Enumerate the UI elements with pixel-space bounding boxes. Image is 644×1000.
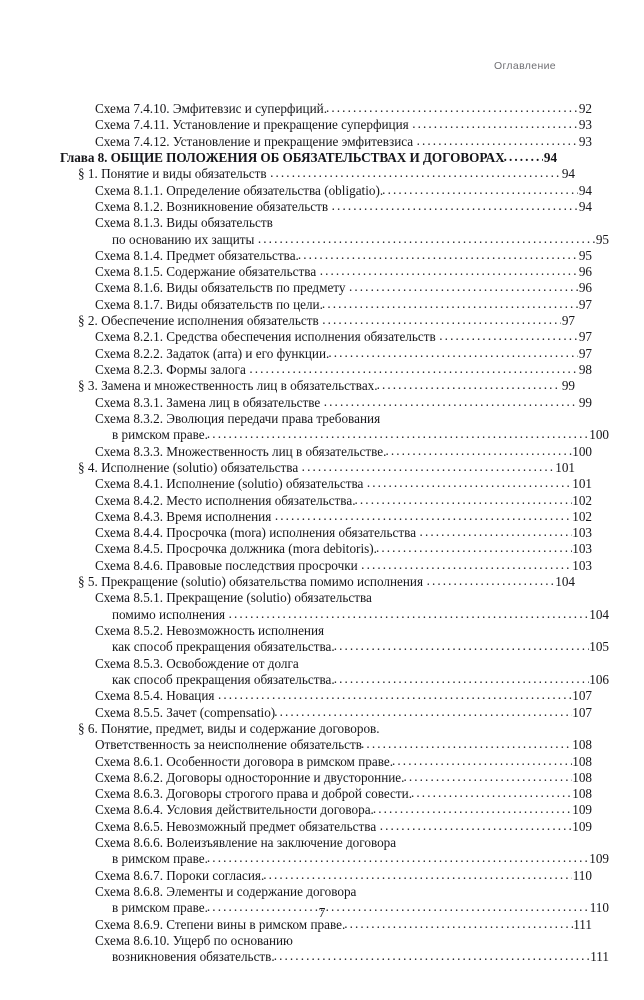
toc-entry-page-number: 96 — [578, 280, 592, 296]
dot-leader — [322, 312, 561, 328]
dot-leader — [322, 296, 578, 312]
toc-entry-page-number: 94 — [578, 198, 592, 214]
dot-leader — [361, 557, 572, 573]
dot-leader — [427, 573, 555, 589]
toc-entry-label: Схема 8.6.8. Элементы и содержание договора — [95, 884, 357, 899]
table-of-contents — [60, 101, 609, 966]
dot-leader — [328, 345, 578, 361]
dot-leader — [274, 704, 572, 720]
toc-entry-label: Схема 8.4.3. Время исполнения — [95, 508, 272, 524]
toc-entry[interactable] — [60, 574, 575, 590]
toc-entry[interactable] — [60, 427, 609, 443]
toc-entry-label: Схема 8.1.5. Содержание обязательства — [95, 264, 317, 280]
toc-entry-label: § 1. Понятие и виды обязательств — [78, 166, 267, 182]
toc-entry-page-number: 98 — [578, 362, 592, 377]
toc-entry-page-number: 99 — [578, 394, 592, 410]
toc-entry-label: помимо исполнения — [112, 606, 226, 622]
dot-leader — [382, 182, 578, 198]
toc-entry-page-number: 94 — [543, 149, 557, 165]
toc-entry-page-number: 102 — [572, 492, 592, 508]
toc-entry-label: Схема 8.6.2. Договоры односторонние и двусторонние. — [95, 769, 405, 785]
toc-entry[interactable] — [60, 232, 609, 248]
toc-entry[interactable] — [60, 280, 592, 296]
dot-leader — [326, 100, 578, 116]
toc-entry-page-number: 100 — [572, 443, 592, 459]
toc-entry-label: Схема 8.6.5. Невозможный предмет обязательства — [95, 818, 377, 834]
dot-leader — [403, 769, 571, 785]
toc-entry-page-number: 93 — [578, 133, 592, 149]
toc-entry-page-number: 107 — [572, 688, 592, 704]
toc-entry[interactable] — [60, 117, 592, 133]
toc-entry-label: возникновения обязательств. — [112, 949, 275, 965]
toc-entry-label: Схема 7.4.12. Установление и прекращение эмфитевзиса — [95, 133, 414, 149]
toc-entry[interactable] — [60, 101, 592, 117]
toc-entry-label: по основанию их защиты — [112, 231, 255, 247]
toc-entry-page-number: 108 — [572, 753, 592, 769]
toc-entry-label: Схема 8.3.2. Эволюция передачи права требования — [95, 410, 381, 426]
toc-entry-page-number: 106 — [589, 671, 609, 687]
toc-entry-label: Схема 8.6.1. Особенности договора в римском праве. — [95, 753, 394, 769]
toc-entry-label: § 5. Прекращение (solutio) обязательства помимо исполнения — [78, 574, 424, 590]
toc-entry[interactable] — [60, 329, 592, 345]
toc-entry-label: как способ прекращения обязательства. — [112, 639, 335, 655]
toc-entry-page-number: 109 — [572, 802, 592, 818]
dot-leader — [349, 279, 578, 295]
toc-entry-label: в римском праве. — [112, 851, 208, 867]
toc-entry-page-number: 108 — [572, 786, 592, 802]
toc-entry-page-number: 111 — [590, 949, 609, 965]
toc-entry-page-number: 109 — [589, 851, 609, 867]
dot-leader — [417, 133, 579, 149]
toc-entry[interactable] — [60, 721, 575, 737]
toc-entry-page-number: 95 — [595, 231, 609, 247]
toc-entry-label: § 3. Замена и множественность лиц в обязательствах. — [78, 378, 378, 394]
toc-entry-page-number: 109 — [572, 818, 592, 834]
dot-leader — [377, 377, 562, 393]
toc-entry-label: Схема 8.6.9. Степени вины в римском праве. — [95, 916, 346, 932]
toc-entry[interactable] — [60, 297, 592, 313]
toc-entry[interactable] — [60, 590, 592, 606]
toc-entry-label: Глава 8. ОБЩИЕ ПОЛОЖЕНИЯ ОБ ОБЯЗАТЕЛЬСТВАХ И ДОГОВОРАХ — [60, 149, 505, 165]
toc-entry-page-number: 100 — [589, 427, 609, 443]
dot-leader — [332, 198, 579, 214]
toc-entry-label: Схема 8.4.2. Место исполнения обязательства. — [95, 492, 356, 508]
toc-entry-label: Схема 8.5.2. Невозможность исполнения — [95, 623, 325, 638]
toc-entry-page-number: 92 — [578, 101, 592, 116]
dot-leader — [258, 231, 595, 247]
toc-entry[interactable] — [60, 248, 592, 264]
toc-entry[interactable] — [60, 819, 592, 835]
toc-entry[interactable] — [60, 183, 592, 199]
toc-entry[interactable] — [60, 346, 592, 362]
toc-entry[interactable] — [60, 150, 557, 166]
toc-entry-label: Схема 8.2.1. Средства обеспечения исполнения обязательств — [95, 329, 436, 345]
toc-entry-page-number: 111 — [573, 916, 592, 932]
dot-leader — [324, 394, 579, 410]
toc-entry[interactable] — [60, 199, 592, 215]
running-header: Оглавление — [493, 60, 556, 72]
dot-leader — [218, 687, 572, 703]
toc-entry-label: Схема 7.4.11. Установление и прекращение суперфиция — [95, 117, 409, 133]
toc-entry[interactable] — [60, 476, 592, 492]
toc-entry[interactable] — [60, 558, 592, 574]
toc-entry[interactable] — [60, 623, 592, 639]
toc-entry[interactable] — [60, 656, 592, 672]
toc-entry-label: Схема 8.1.2. Возникновение обязательств — [95, 198, 329, 214]
page-folio: 7 — [318, 905, 326, 920]
toc-entry[interactable] — [60, 851, 609, 867]
dot-leader — [373, 801, 572, 817]
toc-entry[interactable] — [60, 770, 592, 786]
toc-entry-page-number: 104 — [555, 574, 575, 590]
dot-leader — [385, 443, 571, 459]
toc-entry[interactable] — [60, 607, 609, 623]
toc-entry-label: Схема 8.6.4. Условия действительности договора. — [95, 802, 374, 818]
dot-leader — [249, 361, 578, 377]
dot-leader — [392, 753, 572, 769]
toc-entry-label: как способ прекращения обязательства. — [112, 671, 335, 687]
toc-entry-page-number: 110 — [589, 900, 609, 916]
dot-leader — [355, 492, 572, 508]
dot-leader — [320, 263, 579, 279]
toc-entry-label: § 4. Исполнение (solutio) обязательства — [78, 459, 299, 475]
toc-entry[interactable] — [60, 639, 609, 655]
dot-leader — [275, 508, 572, 524]
dot-leader — [270, 165, 561, 181]
toc-entry-label: Схема 8.6.6. Волеизъявление на заключение договора — [95, 835, 397, 851]
toc-entry-label: Схема 8.3.3. Множественность лиц в обязательстве. — [95, 443, 387, 459]
toc-entry-label: § 2. Обеспечение исполнения обязательств — [78, 313, 319, 329]
toc-entry-label: Схема 8.5.3. Освобождение от долга — [95, 655, 299, 671]
toc-entry-label: Схема 8.1.1. Определение обязательства (obligatio). — [95, 182, 384, 198]
toc-entry-label: в римском праве. — [112, 427, 208, 443]
toc-entry-label: Схема 8.1.4. Предмет обязательства. — [95, 247, 299, 263]
toc-entry-label: Схема 8.1.7. Виды обязательств по цели. — [95, 296, 323, 312]
dot-leader — [412, 116, 578, 132]
toc-entry-page-number: 110 — [572, 867, 592, 883]
toc-entry-page-number: 97 — [578, 345, 592, 361]
toc-entry-page-number: 105 — [589, 639, 609, 655]
dot-leader — [302, 459, 555, 475]
dot-leader — [334, 638, 589, 654]
toc-entry-label: Схема 8.4.5. Просрочка должника (mora debitoris). — [95, 541, 377, 557]
toc-entry-page-number: 104 — [589, 606, 609, 622]
toc-entry[interactable] — [60, 933, 592, 949]
toc-entry[interactable] — [60, 754, 592, 770]
dot-leader — [263, 867, 572, 883]
toc-entry-label: в римском праве. — [112, 900, 208, 916]
toc-entry-label: Схема 8.2.2. Задаток (arra) и его функции. — [95, 345, 330, 361]
toc-entry[interactable] — [60, 444, 592, 460]
toc-entry[interactable] — [60, 737, 592, 753]
dot-leader — [298, 247, 578, 263]
dot-leader — [376, 540, 572, 556]
toc-entry[interactable] — [60, 395, 592, 411]
toc-entry[interactable] — [60, 672, 609, 688]
toc-entry-page-number: 97 — [578, 329, 592, 345]
toc-entry[interactable] — [60, 509, 592, 525]
toc-entry[interactable] — [60, 134, 592, 150]
toc-entry-label: Схема 8.3.1. Замена лиц в обязательстве — [95, 394, 321, 410]
toc-entry-label: Схема 8.4.4. Просрочка (mora) исполнения обязательства — [95, 525, 417, 541]
toc-entry[interactable] — [60, 362, 592, 378]
toc-entry-label: § 6. Понятие, предмет, виды и содержание договоров. — [78, 720, 380, 736]
toc-entry[interactable] — [60, 802, 592, 818]
toc-entry-label: Ответственность за неисполнение обязательств — [95, 737, 363, 753]
toc-entry-label: Схема 8.5.5. Зачет (compensatio) — [95, 704, 276, 720]
toc-entry-label: Схема 8.1.6. Виды обязательств по предмету — [95, 280, 346, 296]
toc-entry[interactable] — [60, 688, 592, 704]
toc-entry-label: Схема 8.6.3. Договоры строгого права и доброй совести. — [95, 786, 413, 802]
toc-entry[interactable] — [60, 460, 575, 476]
toc-entry[interactable] — [60, 264, 592, 280]
toc-entry-page-number: 108 — [572, 737, 592, 753]
toc-entry-label: Схема 8.2.3. Формы залога — [95, 362, 246, 377]
toc-entry-page-number: 102 — [572, 508, 592, 524]
toc-entry-page-number: 101 — [572, 476, 592, 492]
dot-leader — [439, 328, 578, 344]
toc-entry-page-number: 101 — [555, 459, 575, 475]
toc-entry[interactable] — [60, 835, 592, 851]
toc-entry-page-number: 107 — [572, 704, 592, 720]
toc-entry-label: Схема 8.1.3. Виды обязательств — [95, 215, 273, 231]
toc-entry[interactable] — [60, 705, 592, 721]
toc-entry-page-number: 97 — [578, 296, 592, 312]
toc-entry-page-number: 99 — [561, 378, 575, 394]
toc-entry[interactable] — [60, 166, 575, 182]
dot-leader — [367, 475, 572, 491]
toc-entry-page-number: 93 — [578, 117, 592, 133]
toc-entry-label: Схема 8.5.1. Прекращение (solutio) обязательства — [95, 590, 372, 606]
toc-entry-page-number: 103 — [572, 525, 592, 541]
dot-leader — [420, 524, 572, 540]
toc-entry[interactable] — [60, 525, 592, 541]
toc-entry-page-number: 97 — [561, 313, 575, 329]
toc-entry[interactable] — [60, 884, 592, 900]
dot-leader — [361, 736, 572, 752]
dot-leader — [334, 671, 589, 687]
toc-entry-page-number: 94 — [578, 182, 592, 198]
dot-leader — [274, 948, 590, 964]
toc-entry[interactable] — [60, 868, 592, 884]
toc-entry[interactable] — [60, 541, 592, 557]
toc-entry[interactable] — [60, 215, 592, 231]
toc-entry-label: Схема 8.4.6. Правовые последствия просрочки — [95, 557, 358, 573]
dot-leader — [207, 426, 589, 442]
dot-leader — [411, 785, 572, 801]
toc-entry-page-number: 108 — [572, 769, 592, 785]
dot-leader — [504, 149, 544, 165]
toc-entry-label: Схема 8.6.7. Пороки согласия. — [95, 867, 265, 883]
toc-entry[interactable] — [60, 313, 575, 329]
toc-entry-label: Схема 8.5.4. Новация — [95, 688, 215, 704]
toc-entry-page-number: 103 — [572, 557, 592, 573]
toc-entry-page-number: 95 — [578, 247, 592, 263]
dot-leader — [380, 818, 572, 834]
toc-entry[interactable] — [60, 949, 609, 965]
toc-entry[interactable] — [60, 378, 575, 394]
toc-entry-label: Схема 8.6.10. Ущерб по основанию — [95, 932, 293, 948]
toc-entry-page-number: 103 — [572, 541, 592, 557]
toc-entry[interactable] — [60, 493, 592, 509]
toc-entry-label: Схема 8.4.1. Исполнение (solutio) обязательства — [95, 476, 364, 492]
toc-entry[interactable] — [60, 786, 592, 802]
toc-entry[interactable] — [60, 411, 592, 427]
toc-entry-page-number: 96 — [578, 264, 592, 280]
dot-leader — [207, 850, 589, 866]
toc-entry-label: Схема 7.4.10. Эмфитевзис и суперфиций. — [95, 101, 327, 116]
dot-leader — [229, 606, 589, 622]
toc-entry-page-number: 94 — [561, 166, 575, 182]
